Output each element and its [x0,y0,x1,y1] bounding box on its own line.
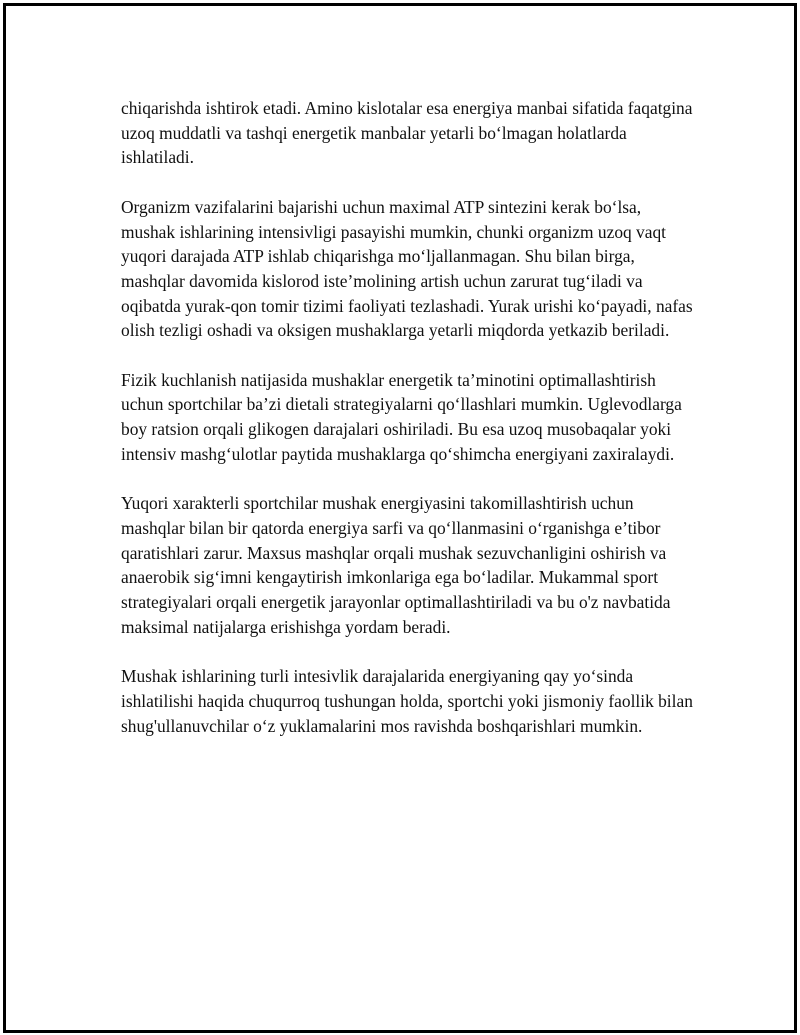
document-body [121,96,693,738]
paragraph-5: Mushak ishlarining turli intesivlik darajalarida energiyaning qay yo‘sinda ishlatilishi haqida chuqurroq tushungan holda, sportchi yoki jismoniy faollik bilan shug'ullanuvchilar o‘z yuklamalarini mos ravishda boshqarishlari mumkin. [121,666,693,736]
page-frame [3,3,797,1033]
paragraph-1: chiqarishda ishtirok etadi. Amino kislotalar esa energiya manbai sifatida faqatgina uzoq muddatli va tashqi energetik manbalar yetarli bo‘lmagan holatlarda ishlatiladi. [121,98,693,168]
paragraph-3: Fizik kuchlanish natijasida mushaklar energetik ta’minotini optimallashtirish uchun sportchilar ba’zi dietali strategiyalarni qo‘llashlari mumkin. Uglevodlarga boy ratsion orqali glikogen darajalari oshiriladi. Bu esa uzoq musobaqalar yoki intensiv mashg‘ulotlar paytida mushaklarga qo‘shimcha energiyani zaxiralaydi. [121,369,682,464]
paragraph-2: Organizm vazifalarini bajarishi uchun maximal ATP sintezini kerak bo‘lsa, mushak ishlarining intensivligi pasayishi mumkin, chunki organizm uzoq vaqt yuqori darajada ATP ishlab chiqarishga mo‘ljallanmagan. Shu bilan birga, mashqlar davomida kislorod iste’molining artish uchun zarurat tug‘iladi va oqibatda yurak-qon tomir tizimi faoliyati tezlashadi. Yurak urishi ko‘payadi, nafas olish tezligi oshadi va oksigen mushaklarga yetarli miqdorda yetkazib beriladi. [121,196,693,341]
paragraph-4: Yuqori xarakterli sportchilar mushak energiyasini takomillashtirish uchun mashqlar bilan bir qatorda energiya sarfi va qo‘llanmasini o‘rganishga e’tibor qaratishlari zarur. Maxsus mashqlar orqali mushak sezuvchanligini oshirish va anaerobik sig‘imni kengaytirish imkonlariga ega bo‘ladilar. Mukammal sport strategiyalari orqali energetik jarayonlar optimallashtiriladi va bu o'z navbatida maksimal natijalarga erishishga yordam beradi. [121,493,671,637]
